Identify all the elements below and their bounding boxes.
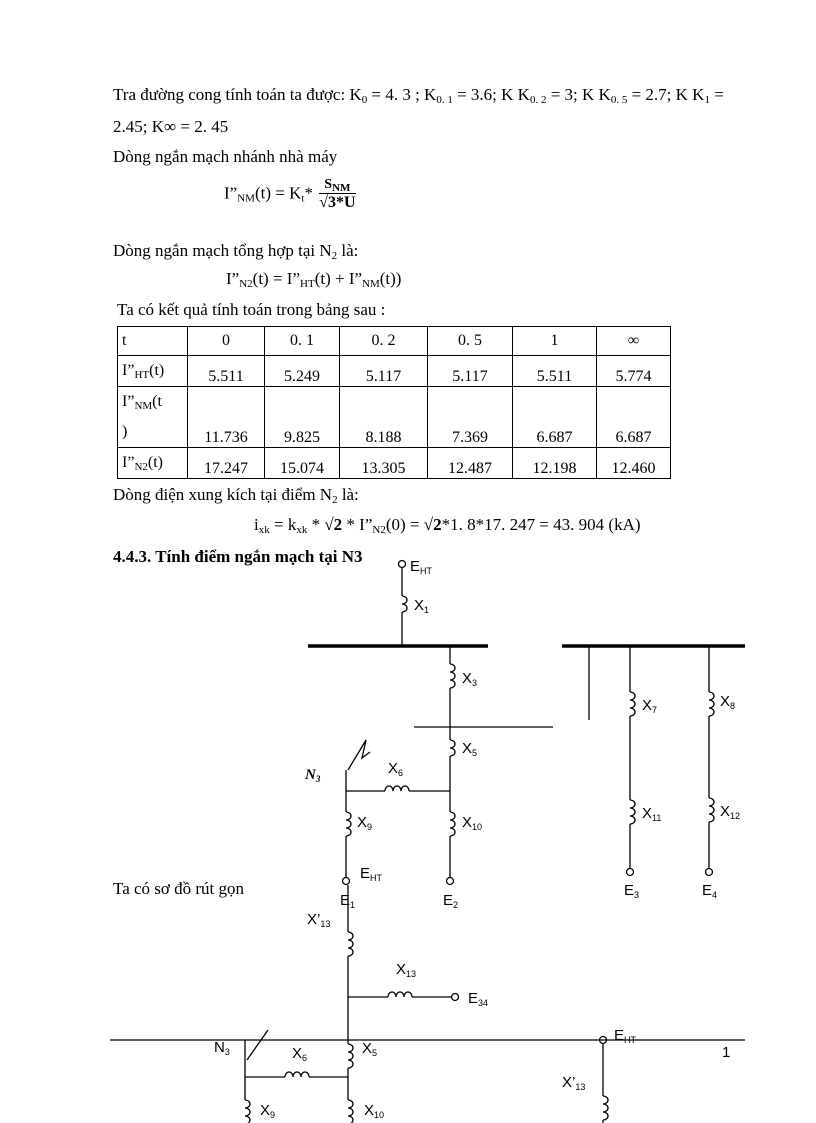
reactor-x1 <box>402 568 407 646</box>
reactor-x13-prime-lower <box>603 1044 608 1123</box>
reactor-x6-lower <box>245 1072 348 1077</box>
reactor-x5-x10-lower <box>348 1040 353 1123</box>
label-x9: $X_9$ <box>357 814 373 832</box>
label-x9-lower: $X_9$ <box>260 1102 276 1120</box>
table-cell: 5.511 <box>513 356 597 387</box>
terminal-e1 <box>343 878 350 885</box>
label-x10: $X_{10}$ <box>462 814 483 832</box>
label-x11: $X_{11}$ <box>642 805 662 823</box>
label-e3: $E_3$ <box>624 882 640 900</box>
table-cell: 12.487 <box>428 448 513 479</box>
reactor-x3 <box>450 646 455 727</box>
label-e4: $E_4$ <box>702 882 718 900</box>
table-header-cell: 0 <box>188 327 265 356</box>
table-header-cell: 0. 5 <box>428 327 513 356</box>
total-current-label: Dòng ngắn mạch tổng hợp tại $N_2$ là: <box>113 241 359 262</box>
label-n3-lower: $N_3$ <box>214 1039 230 1057</box>
table-cell: 8.188 <box>340 387 428 448</box>
label-x7: $X_7$ <box>642 697 658 715</box>
label-x5-lower: $X_5$ <box>362 1040 378 1058</box>
fault-mark-n3-lower <box>247 1030 268 1060</box>
text-line-1: Tra đường cong tính toán ta được: $K_0 = 4$. 3 ; $K_{0. 1} = 3.6$; K $K_{0. 2} = 3$; K $K_{0. 5} = 2.7$; K $K_1$ = <box>113 85 724 106</box>
reactor-x5 <box>450 727 455 805</box>
table-header-cell: ∞ <box>597 327 671 356</box>
row-label-inm: $I”_{NM}(t$ ) <box>118 387 188 448</box>
table-cell: 6.687 <box>513 387 597 448</box>
label-e1: $E_1$ <box>340 892 356 910</box>
label-eht-lower: $E_{HT}$ <box>614 1027 637 1045</box>
reduced-diagram-label: Ta có sơ đồ rút gọn <box>113 879 245 898</box>
table-cell: 5.117 <box>428 356 513 387</box>
label-x13: $X_{13}$ <box>396 961 417 979</box>
impulse-label: Dòng điện xung kích tại điểm $N_2$ là: <box>113 485 359 506</box>
label-eht-top: $E_{HT}$ <box>410 558 433 576</box>
label-x13-prime: $X’_{13}$ <box>307 911 331 929</box>
terminal-e3 <box>627 869 634 876</box>
label-x8: $X_8$ <box>720 693 736 711</box>
table-cell: 5.117 <box>340 356 428 387</box>
table-cell: 13.305 <box>340 448 428 479</box>
formula-total: $I”_{N2}(t)$ = $I”_{HT}(t)$ + $I”_{NM}(t)$) <box>226 269 402 290</box>
table-cell: 15.074 <box>265 448 340 479</box>
table-intro: Ta có kết quả tính toán trong bảng sau : <box>117 300 386 319</box>
table-cell: 12.198 <box>513 448 597 479</box>
label-x6-lower: $X_6$ <box>292 1045 308 1063</box>
table-cell: 9.825 <box>265 387 340 448</box>
reactor-x7-x11 <box>630 646 635 868</box>
table-cell: 7.369 <box>428 387 513 448</box>
terminal-e4 <box>706 869 713 876</box>
label-n3: $N_3$ <box>305 767 321 784</box>
label-x6: $X_6$ <box>388 760 404 778</box>
label-eht-mid: $E_{HT}$ <box>360 865 383 883</box>
label-x5: $X_5$ <box>462 740 478 758</box>
table-header-cell: t <box>118 327 188 356</box>
table-header-cell: 0. 1 <box>265 327 340 356</box>
terminal-e2 <box>447 878 454 885</box>
table-cell: 17.247 <box>188 448 265 479</box>
label-x3: $X_3$ <box>462 670 478 688</box>
reactor-x9 <box>346 770 351 877</box>
table-header-cell: 1 <box>513 327 597 356</box>
fault-arrow-n3 <box>348 740 370 770</box>
table-cell: 11.736 <box>188 387 265 448</box>
table-cell: 12.460 <box>597 448 671 479</box>
label-e34: $E_{34}$ <box>468 990 489 1008</box>
reactor-x10 <box>450 805 455 877</box>
reactor-x6 <box>346 786 450 791</box>
page-number: 1 <box>722 1044 731 1061</box>
table-cell: 5.774 <box>597 356 671 387</box>
label-e2: $E_2$ <box>443 892 459 910</box>
formula-branch: $I”_{NM}(t) = K_t*$ $\frac{S_{NM}}{√3*U}$ <box>224 177 356 211</box>
label-x12: $X_{12}$ <box>720 803 741 821</box>
text-line-2: 2.45; K∞ = 2. 45 <box>113 117 229 136</box>
table-cell: 5.511 <box>188 356 265 387</box>
label-x1: $X_1$ <box>414 597 430 615</box>
section-heading: 4.4.3. Tính điểm ngắn mạch tại N3 <box>113 547 363 566</box>
branch-current-label: Dòng ngắn mạch nhánh nhà máy <box>113 147 338 166</box>
reactor-x9-lower <box>245 1040 250 1123</box>
table-header-cell: 0. 2 <box>340 327 428 356</box>
row-label-iht: $I”_{HT}(t)$ <box>118 356 188 387</box>
table-cell: 6.687 <box>597 387 671 448</box>
table-cell: 5.249 <box>265 356 340 387</box>
label-x10-lower: $X_{10}$ <box>364 1102 385 1120</box>
label-x13-prime-lower: $X’_{13}$ <box>562 1074 586 1092</box>
terminal-e34 <box>452 994 459 1001</box>
reactor-x13 <box>348 992 451 997</box>
impulse-formula: $i_{xk} = k_{xk} * √2$ * $I”_{N2}(0) = √2*1$. 8*17. 247 = 43. 904 (kA) <box>254 515 641 536</box>
terminal-eht-top <box>399 561 406 568</box>
reactor-x8-x12 <box>709 646 714 868</box>
row-label-in2: $I”_{N2}(t)$ <box>118 448 188 479</box>
